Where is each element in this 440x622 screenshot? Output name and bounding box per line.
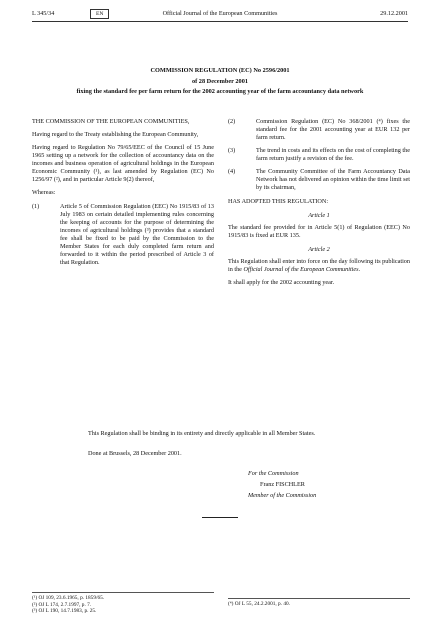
footnote-3: (³) OJ L 190, 14.7.1983, p. 25. [32,608,97,615]
article-1-heading: Article 1 [308,211,330,219]
recital-2 [228,118,410,142]
recital-number: (1) [32,202,40,210]
recital-text: Article 5 of Commission Regulation (EEC) No 1915/83 of 13 July 1983 on certain detailed implementing rules concerning the keeping of accounts for the purpose of determining the incomes of agricultural holdings (³) provides that a standard fee shall be fixed to be paid by the Commission to the Member States for each duly completed farm return and forwarded to it within the period prescribed of Article 3 of that Regulation. [60,202,214,266]
journal-header [32,9,408,22]
article-2-text: This Regulation shall enter into force on the day following its publication in the Official Journal of the European Communities. [228,257,410,273]
journal-name-italic: Official Journal of the European Communities [243,265,359,273]
title-line-3: fixing the standard fee per farm return for the 2002 accounting year of the farm accountancy data network [76,88,364,95]
recital-text: The Community Committee of the Farm Accountancy Data Network has not delivered an opinion within the time limit set by its chairman, [256,168,410,192]
recital-number: (2) [228,118,236,125]
preamble-commission: THE COMMISSION OF THE EUROPEAN COMMUNITIES, [32,118,190,125]
recital-4 [228,168,410,192]
footnotes-right [228,598,410,608]
footnote-1: (¹) OJ 109, 23.6.1965, p. 1859/65. [32,595,105,601]
recital-text: The trend in costs and its effects on the cost of completing the farm return justify a revision of the fee. [256,147,410,163]
publication-date: 29.12.2001 [380,10,408,17]
recital-number: (3) [228,147,236,155]
signature-block [248,470,368,503]
right-column [228,118,410,292]
language-badge: EN [90,9,109,19]
preamble-regulation: Having regard to Regulation No 79/65/EEC of the Council of 15 June 1965 setting up a network for the collection of accountancy data on the incomes and business operation of agricultural holdings in the European Economic Community (¹), as last amended by Regulation (EC) No 1256/97 (²), and in particular Article 9(2) thereof, [32,144,214,184]
regulation-title [60,67,380,99]
journal-title: Official Journal of the European Communities [162,10,278,17]
recital-number: (4) [228,168,236,176]
separator-line [202,517,238,518]
recital-1 [32,203,214,268]
article-2-heading: Article 2 [308,245,330,253]
adopted-statement: HAS ADOPTED THIS REGULATION: [228,197,329,205]
binding-statement: This Regulation shall be binding in its entirety and directly applicable in all Member States. [88,430,316,437]
closing-block [88,430,388,463]
recital-text: Commission Regulation (EC) No 368/2001 (⁴) fixes the standard fee for the 2001 accounting year at EUR 132 per farm return. [256,118,410,142]
left-column [32,118,214,272]
article-1-text: The standard fee provided for in Article 5(1) of Regulation (EEC) No 1915/83 is fixed at EUR 135. [228,223,410,239]
signatory-name: Franz FISCHLER [260,481,305,489]
preamble-whereas: Whereas: [32,189,56,197]
page-reference: L 345/34 [32,10,55,17]
footnote-4: (⁴) OJ L 55, 24.2.2001, p. 40. [228,601,290,607]
title-line-2: of 28 December 2001 [191,77,248,85]
footnote-2: (²) OJ L 174, 2.7.1997, p. 7. [32,601,92,608]
article-2-application: It shall apply for the 2002 accounting year. [228,278,335,286]
signature-for: For the Commission [248,470,299,477]
signatory-role: Member of the Commission [248,492,317,500]
footnotes-left [32,592,214,615]
preamble-treaty: Having regard to the Treaty establishing the European Community, [32,131,199,139]
recital-3 [228,147,410,163]
done-at: Done at Brussels, 28 December 2001. [88,450,182,458]
title-line-1: COMMISSION REGULATION (EC) No 2596/2001 [150,67,290,74]
